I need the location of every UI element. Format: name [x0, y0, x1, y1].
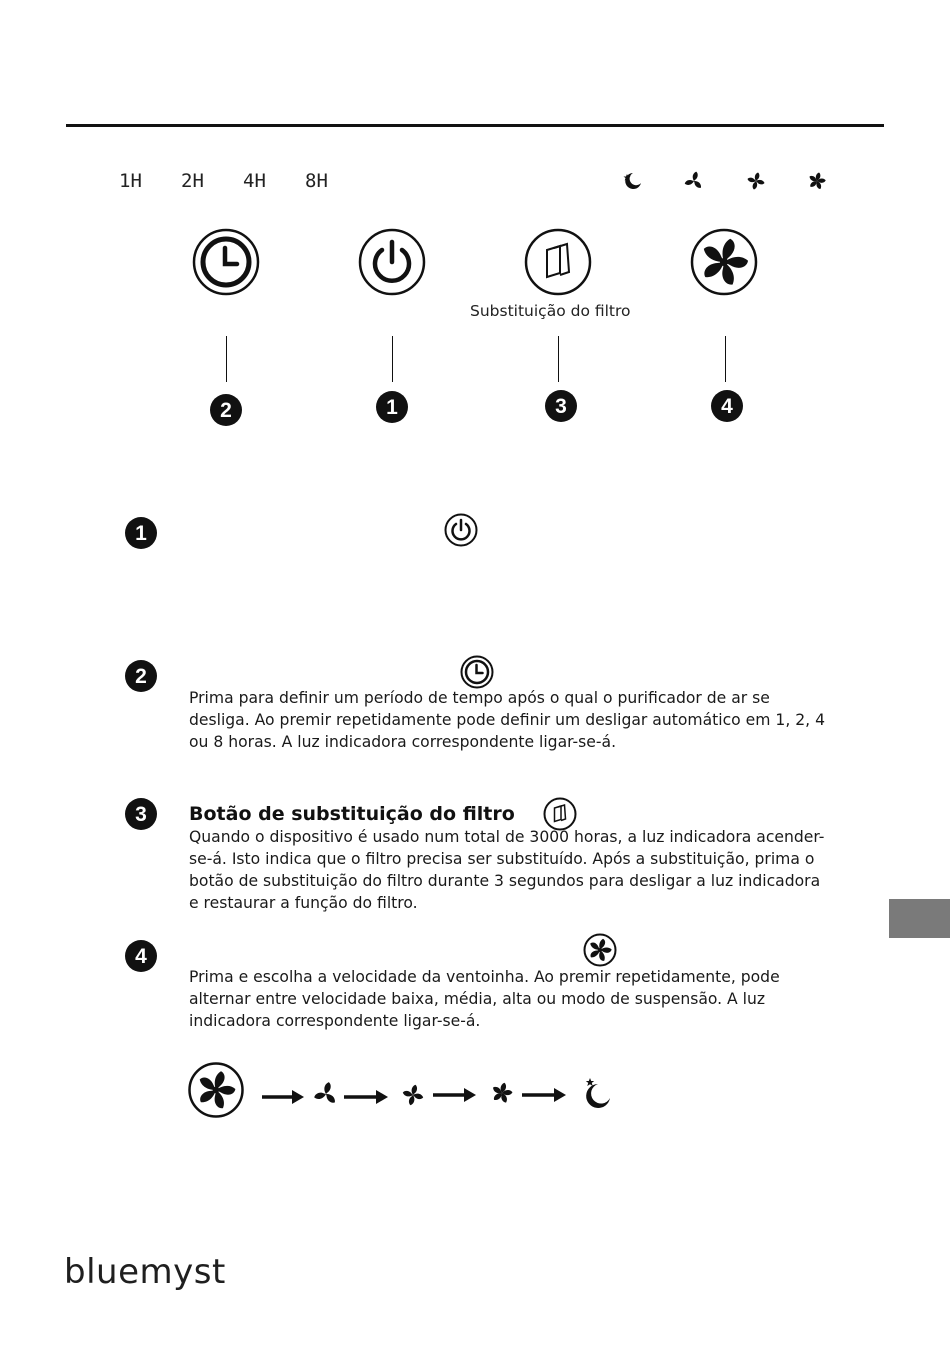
filter-icon [524, 228, 592, 296]
timer-button[interactable] [192, 228, 260, 296]
fan-medium-icon [745, 170, 767, 192]
fan-medium-icon [403, 1085, 423, 1105]
section-number-4 [124, 939, 158, 973]
sleep-moon-icon [621, 170, 643, 192]
section-number-text: 4 [135, 945, 147, 968]
fan-icon [583, 933, 617, 967]
callout-number-3 [544, 389, 578, 423]
sleep-moon-icon [586, 1078, 610, 1108]
callout-text: 2 [220, 399, 232, 422]
fan-icon [190, 1064, 243, 1117]
brand-logo: bluemyst [64, 1252, 226, 1292]
power-icon [444, 513, 478, 547]
callout-text: 1 [386, 396, 398, 419]
filter-button-caption: Substituição do filtro [470, 302, 631, 320]
arrow-icon [262, 1090, 304, 1104]
arrow-icon [344, 1090, 388, 1104]
side-tab-marker [889, 899, 950, 938]
section-number-text: 2 [135, 665, 147, 688]
clock-icon [460, 655, 494, 689]
leader-line [725, 336, 726, 382]
fan-icon [690, 228, 758, 296]
leader-line [226, 336, 227, 382]
section-number-text: 3 [135, 803, 147, 826]
top-rule [66, 124, 884, 127]
section-number-3 [124, 797, 158, 831]
callout-text: 3 [555, 395, 567, 418]
callout-number-4 [710, 389, 744, 423]
timer-1h-label: 1H [119, 170, 142, 192]
section-4-text: Prima e escolha a velocidade da ventoinha. Ao premir repetidamente, pode alternar entre velocidade baixa, média, alta ou modo de suspensão. A luz indicadora correspondente ligar-se-á. [189, 968, 780, 1030]
speed-sequence [188, 1062, 628, 1118]
timer-8h-label: 8H [305, 170, 328, 192]
section-3-text: Quando o dispositivo é usado num total de 3000 horas, a luz indicadora acender-se-á. Isto indica que o filtro precisa ser substituído. Após a substituição, prima o botão de substituição do filtro durante 3 segundos para desligar a luz indicadora e restaurar a função do filtro. [189, 828, 825, 912]
section-number-2 [124, 659, 158, 693]
timer-4h-label: 4H [243, 170, 266, 192]
callout-number-2 [209, 393, 243, 427]
power-icon [358, 228, 426, 296]
filter-replace-button[interactable] [524, 228, 592, 296]
clock-icon [192, 228, 260, 296]
leader-line [392, 336, 393, 382]
section-3-title: Botão de substituição do filtro [189, 803, 515, 825]
section-number-1 [124, 516, 158, 550]
section-2-text: Prima para definir um período de tempo após o qual o purificador de ar se desliga. Ao premir repetidamente pode definir um desligar automático em 1, 2, 4 ou 8 horas. A luz indicadora correspondente ligar-se-á. [189, 689, 825, 751]
section-number-text: 1 [135, 522, 147, 545]
power-button[interactable] [358, 228, 426, 296]
fan-low-icon [683, 170, 705, 192]
callout-number-1 [375, 390, 409, 424]
fan-low-icon [313, 1082, 337, 1104]
fan-speed-button[interactable] [690, 228, 758, 296]
timer-2h-label: 2H [181, 170, 204, 192]
arrow-icon [522, 1088, 566, 1102]
leader-line [558, 336, 559, 382]
arrow-icon [433, 1088, 476, 1102]
callout-text: 4 [721, 395, 733, 418]
fan-high-icon [492, 1083, 513, 1104]
fan-high-icon [806, 170, 828, 192]
